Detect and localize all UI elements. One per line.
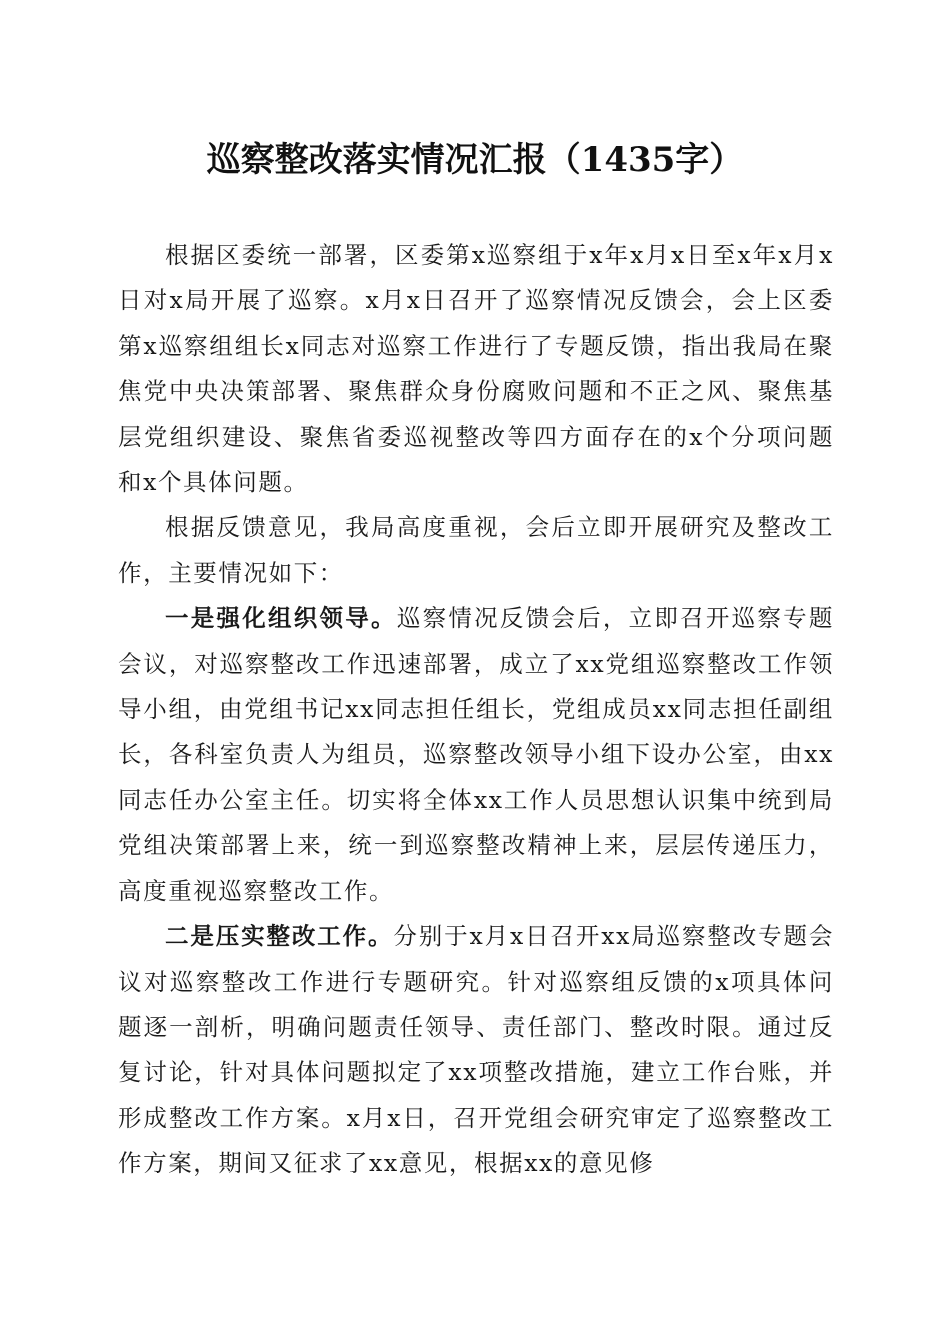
paragraph-lead: 二是压实整改工作。 (165, 922, 394, 951)
document-title: 巡察整改落实情况汇报（1435字） (206, 140, 744, 180)
document-body (118, 233, 834, 1187)
paragraph-2 (118, 505, 834, 596)
paragraph-text: 根据反馈意见，我局高度重视，会后立即开展研究及整改工作，主要情况如下： (118, 513, 834, 587)
paragraph-lead: 一是强化组织领导。 (165, 604, 397, 633)
paragraph-1 (118, 233, 834, 505)
paragraph-text: 根据区委统一部署，区委第x巡察组于x年x月x日至x年x月x日对x局开展了巡察。x月x日召开了巡察情况反馈会，会上区委第x巡察组组长x同志对巡察工作进行了专题反馈，指出我局在聚焦党中央决策部署、聚焦群众身份腐败问题和不正之风、聚焦基层党组织建设、聚焦省委巡视整改等四方面存在的x个分项问题和x个具体问题。 (118, 241, 834, 497)
paragraph-text: 分别于x月x日召开xx局巡察整改专题会议对巡察整改工作进行专题研究。针对巡察组反馈的x项具体问题逐一剖析，明确问题责任领导、责任部门、整改时限。通过反复讨论，针对具体问题拟定了xx项整改措施，建立工作台账，并形成整改工作方案。x月x日，召开党组会研究审定了巡察整改工作方案，期间又征求了xx意见，根据xx的意见修 (118, 922, 834, 1178)
paragraph-4 (118, 914, 834, 1186)
paragraph-3 (118, 596, 834, 914)
paragraph-text: 巡察情况反馈会后，立即召开巡察专题会议，对巡察整改工作迅速部署，成立了xx党组巡察整改工作领导小组，由党组书记xx同志担任组长，党组成员xx同志担任副组长，各科室负责人为组员，巡察整改领导小组下设办公室，由xx同志任办公室主任。切实将全体xx工作人员思想认识集中统到局党组决策部署上来，统一到巡察整改精神上来，层层传递压力，高度重视巡察整改工作。 (118, 604, 835, 905)
